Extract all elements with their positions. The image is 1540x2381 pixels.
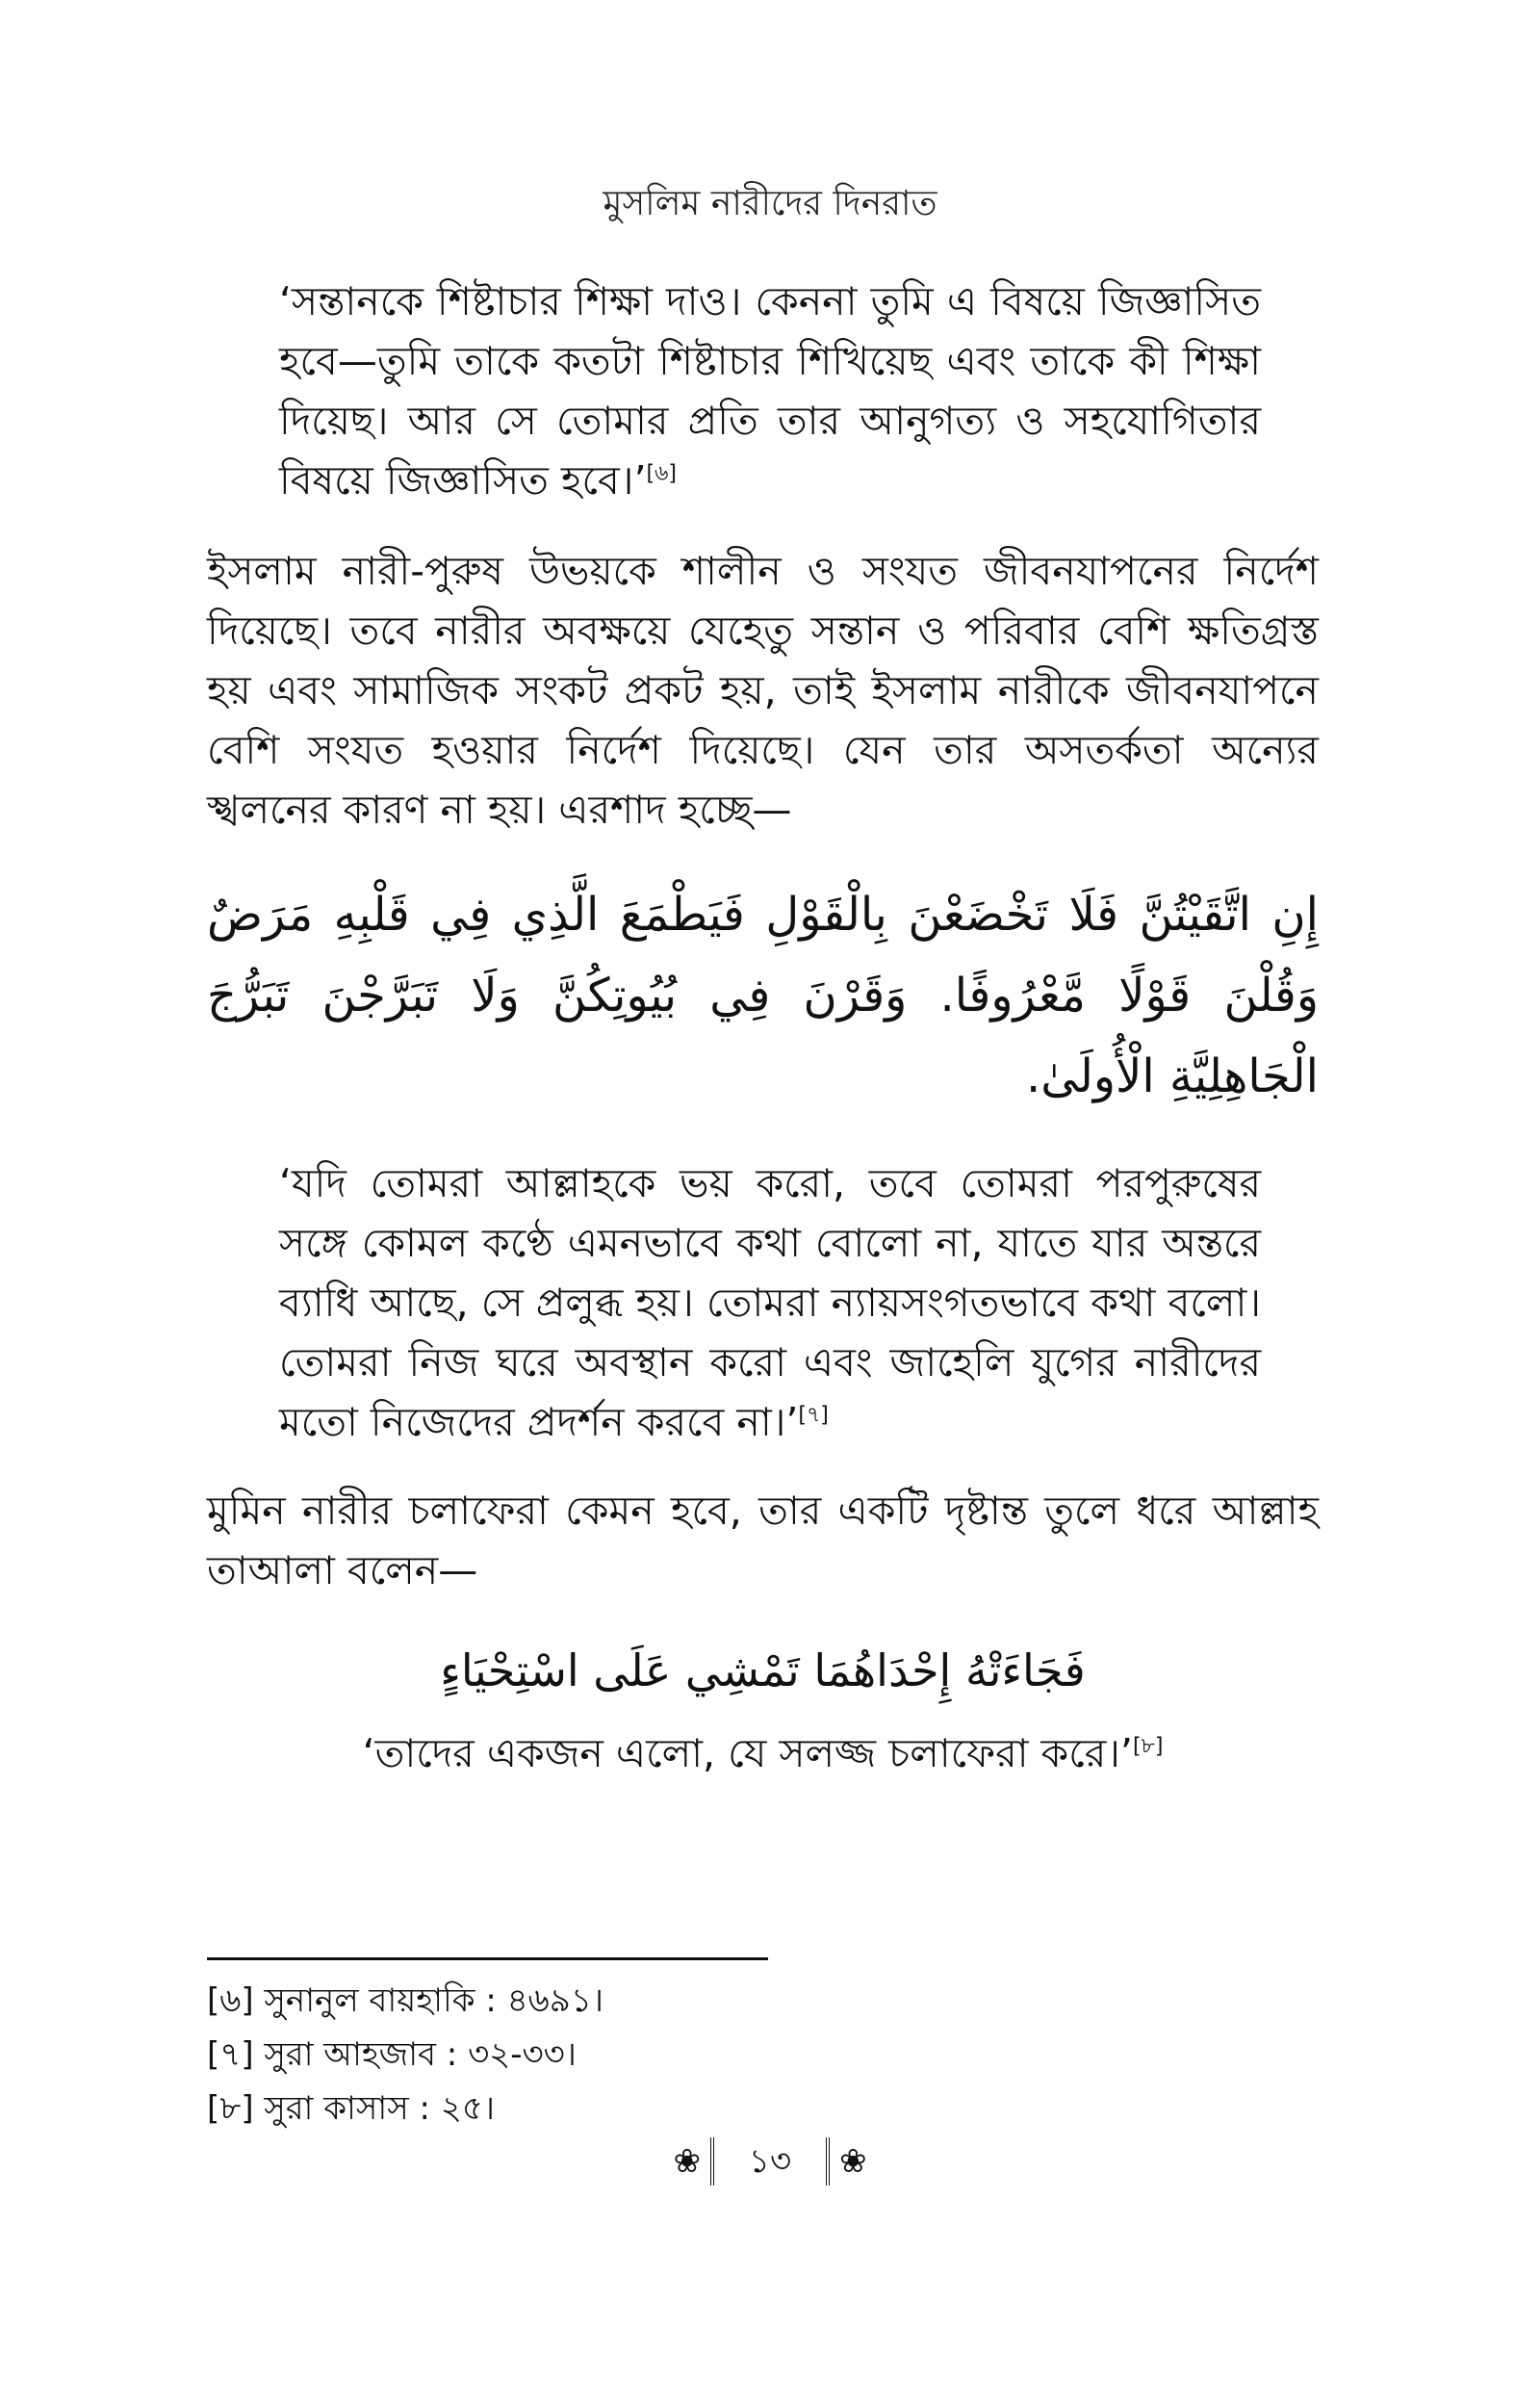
page-number: ১৩	[710, 2137, 830, 2186]
verse-translation-quote	[279, 1153, 1261, 1452]
running-header: মুসলিম নারীদের দিনরাত	[603, 184, 937, 223]
quote-text: ‘সন্তানকে শিষ্টাচার শিক্ষা দাও। কেননা তুমি এ বিষয়ে জিজ্ঞাসিত হবে—তুমি তাকে কতটা শিষ্টাচার শিখিয়েছ এবং তাকে কী শিক্ষা দিয়েছ। আর সে তোমার প্রতি তার আনুগত্য ও সহযোগিতার বিষয়ে জিজ্ঞাসিত হবে।’	[279, 278, 1261, 504]
flower-ornament-icon: ❀	[839, 2142, 867, 2181]
hadith-quote-translation	[279, 272, 1261, 510]
quote-text: ‘তাদের একজন এলো, যে সলজ্জ চলাফেরা করে।’	[362, 1730, 1133, 1776]
footnote-divider	[207, 1957, 768, 1960]
footnote-8: [৮] সুরা কাসাস : ২৫।	[207, 2089, 496, 2128]
quote-text: ‘যদি তোমরা আল্লাহকে ভয় করো, তবে তোমরা পরপুরুষের সঙ্গে কোমল কণ্ঠে এমনভাবে কথা বোলো না, যাতে যার অন্তরে ব্যাধি আছে, সে প্রলুব্ধ হয়। তোমরা ন্যায়সংগতভাবে কথা বলো। তোমরা নিজ ঘরে অবস্থান করো এবং জাহেলি যুগের নারীদের মতো নিজেদের প্রদর্শন করবে না।’	[279, 1160, 1261, 1445]
flower-ornament-icon: ❀	[673, 2142, 701, 2181]
arabic-verse-ahzab: إِنِ اتَّقَيْتُنَّ فَلَا تَخْضَعْنَ بِالْقَوْلِ فَيَطْمَعَ الَّذِي فِي قَلْبِهِ مَرَضٌ وَقُلْنَ قَوْلًا مَّعْرُوفًا. وَقَرْنَ فِي بُيُوتِكُنَّ وَلَا تَبَرَّجْنَ تَبَرُّجَ الْجَاهِلِيَّةِ الْأُولَىٰ.	[207, 888, 1319, 1103]
body-paragraph: মুমিন নারীর চলাফেরা কেমন হবে, তার একটি দৃষ্টান্ত তুলে ধরে আল্লাহ তাআলা বলেন—	[207, 1488, 1319, 1593]
footnote-ref-8[interactable]: [৮]	[1132, 1734, 1164, 1759]
arabic-verse-qasas: فَجَاءَتْهُ إِحْدَاهُمَا تَمْشِي عَلَى اسْتِحْيَاءٍ	[440, 1644, 1086, 1696]
footnote-7: [৭] সুরা আহজাব : ৩২-৩৩।	[207, 2035, 577, 2074]
footnotes	[207, 1974, 1169, 2135]
footnote-6: [৬] সুনানুল বায়হাকি : ৪৬৯১।	[207, 1981, 604, 2020]
page-footer	[0, 2137, 1540, 2186]
footnote-ref-7[interactable]: [৭]	[798, 1403, 829, 1428]
verse-translation-quote	[207, 1723, 1319, 1783]
footnote-ref-6[interactable]: [৬]	[646, 461, 677, 486]
body-paragraph: ইসলাম নারী-পুরুষ উভয়কে শালীন ও সংযত জীবনযাপনের নির্দেশ দিয়েছে। তবে নারীর অবক্ষয়ে যেহেতু সন্তান ও পরিবার বেশি ক্ষতিগ্রস্ত হয় এবং সামাজিক সংকট প্রকট হয়, তাই ইসলাম নারীকে জীবনযাপনে বেশি সংযত হওয়ার নির্দেশ দিয়েছে। যেন তার অসতর্কতা অন্যের স্খলনের কারণ না হয়। এরশাদ হচ্ছে—	[207, 548, 1319, 833]
